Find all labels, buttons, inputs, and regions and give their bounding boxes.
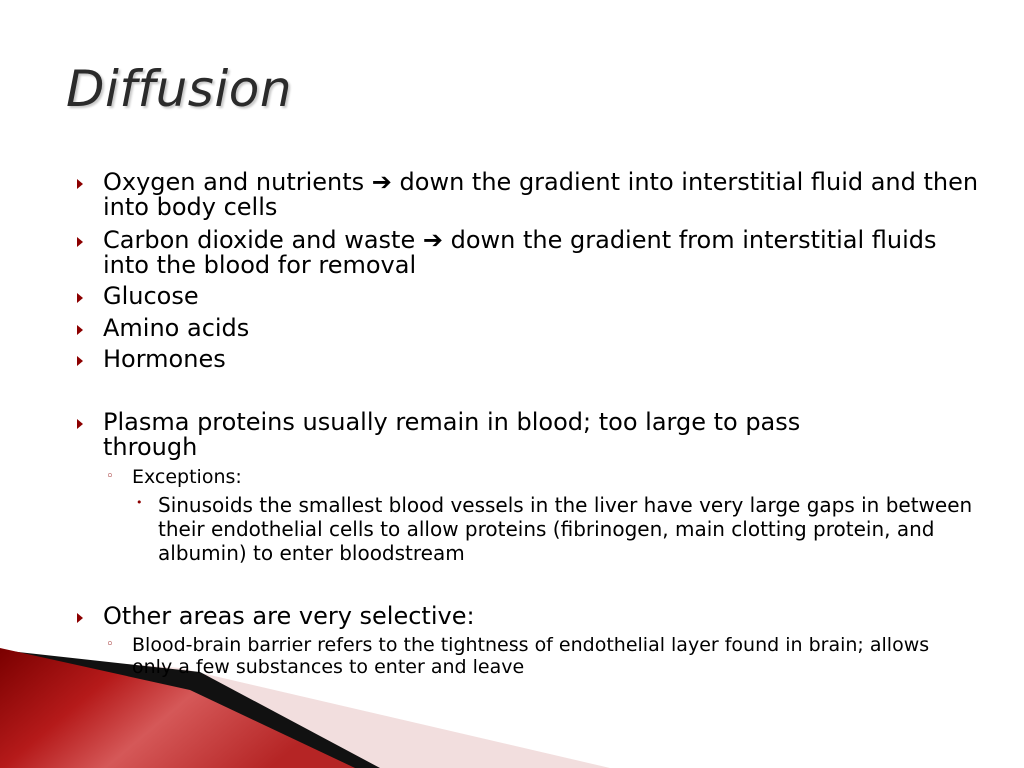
- sub-bullet-text: Blood-brain barrier refers to the tightness of endothelial layer found in brain; allows only a few substances to enter and leave: [132, 634, 930, 678]
- bullet-text: Oxygen and nutrients ➔ down the gradient into interstitial fluid and then into body cells: [103, 168, 979, 221]
- slide-title: Diffusion: [66, 60, 293, 118]
- sub-sub-bullet-item: [136, 493, 978, 565]
- circle-bullet-icon: ◦: [106, 469, 114, 484]
- sub-bullet-item: [106, 634, 932, 678]
- bullet-item: [103, 604, 983, 629]
- triangle-bullet-icon: [77, 325, 83, 335]
- bullet-text: Carbon dioxide and waste ➔ down the gradient from interstitial fluids into the blood for removal: [103, 226, 937, 279]
- triangle-bullet-icon: [77, 419, 83, 429]
- bullet-item: [103, 410, 893, 460]
- sub-sub-bullet-text: Sinusoids the smallest blood vessels in the liver have very large gaps in between their endothelial cells to allow proteins (fibrinogen, main clotting protein, and albumin) to enter bloodstream: [158, 493, 973, 565]
- bullet-text: Glucose: [103, 282, 199, 310]
- sub-bullet-item: [106, 466, 952, 488]
- bullet-item: [103, 347, 983, 372]
- dot-bullet-icon: •: [136, 496, 143, 509]
- bullet-item: [103, 316, 983, 341]
- bullet-text: Amino acids: [103, 314, 250, 342]
- circle-bullet-icon: ◦: [106, 637, 114, 652]
- sub-bullet-text: Exceptions:: [132, 466, 242, 488]
- bullet-text: Plasma proteins usually remain in blood; too large to pass through: [103, 408, 801, 461]
- bullet-item: [103, 170, 983, 220]
- bullet-item: [103, 228, 983, 278]
- bullet-item: [103, 284, 983, 309]
- triangle-bullet-icon: [77, 356, 83, 366]
- triangle-bullet-icon: [77, 237, 83, 247]
- triangle-bullet-icon: [77, 179, 83, 189]
- triangle-bullet-icon: [77, 293, 83, 303]
- bullet-text: Hormones: [103, 345, 226, 373]
- bullet-text: Other areas are very selective:: [103, 602, 475, 630]
- triangle-bullet-icon: [77, 613, 83, 623]
